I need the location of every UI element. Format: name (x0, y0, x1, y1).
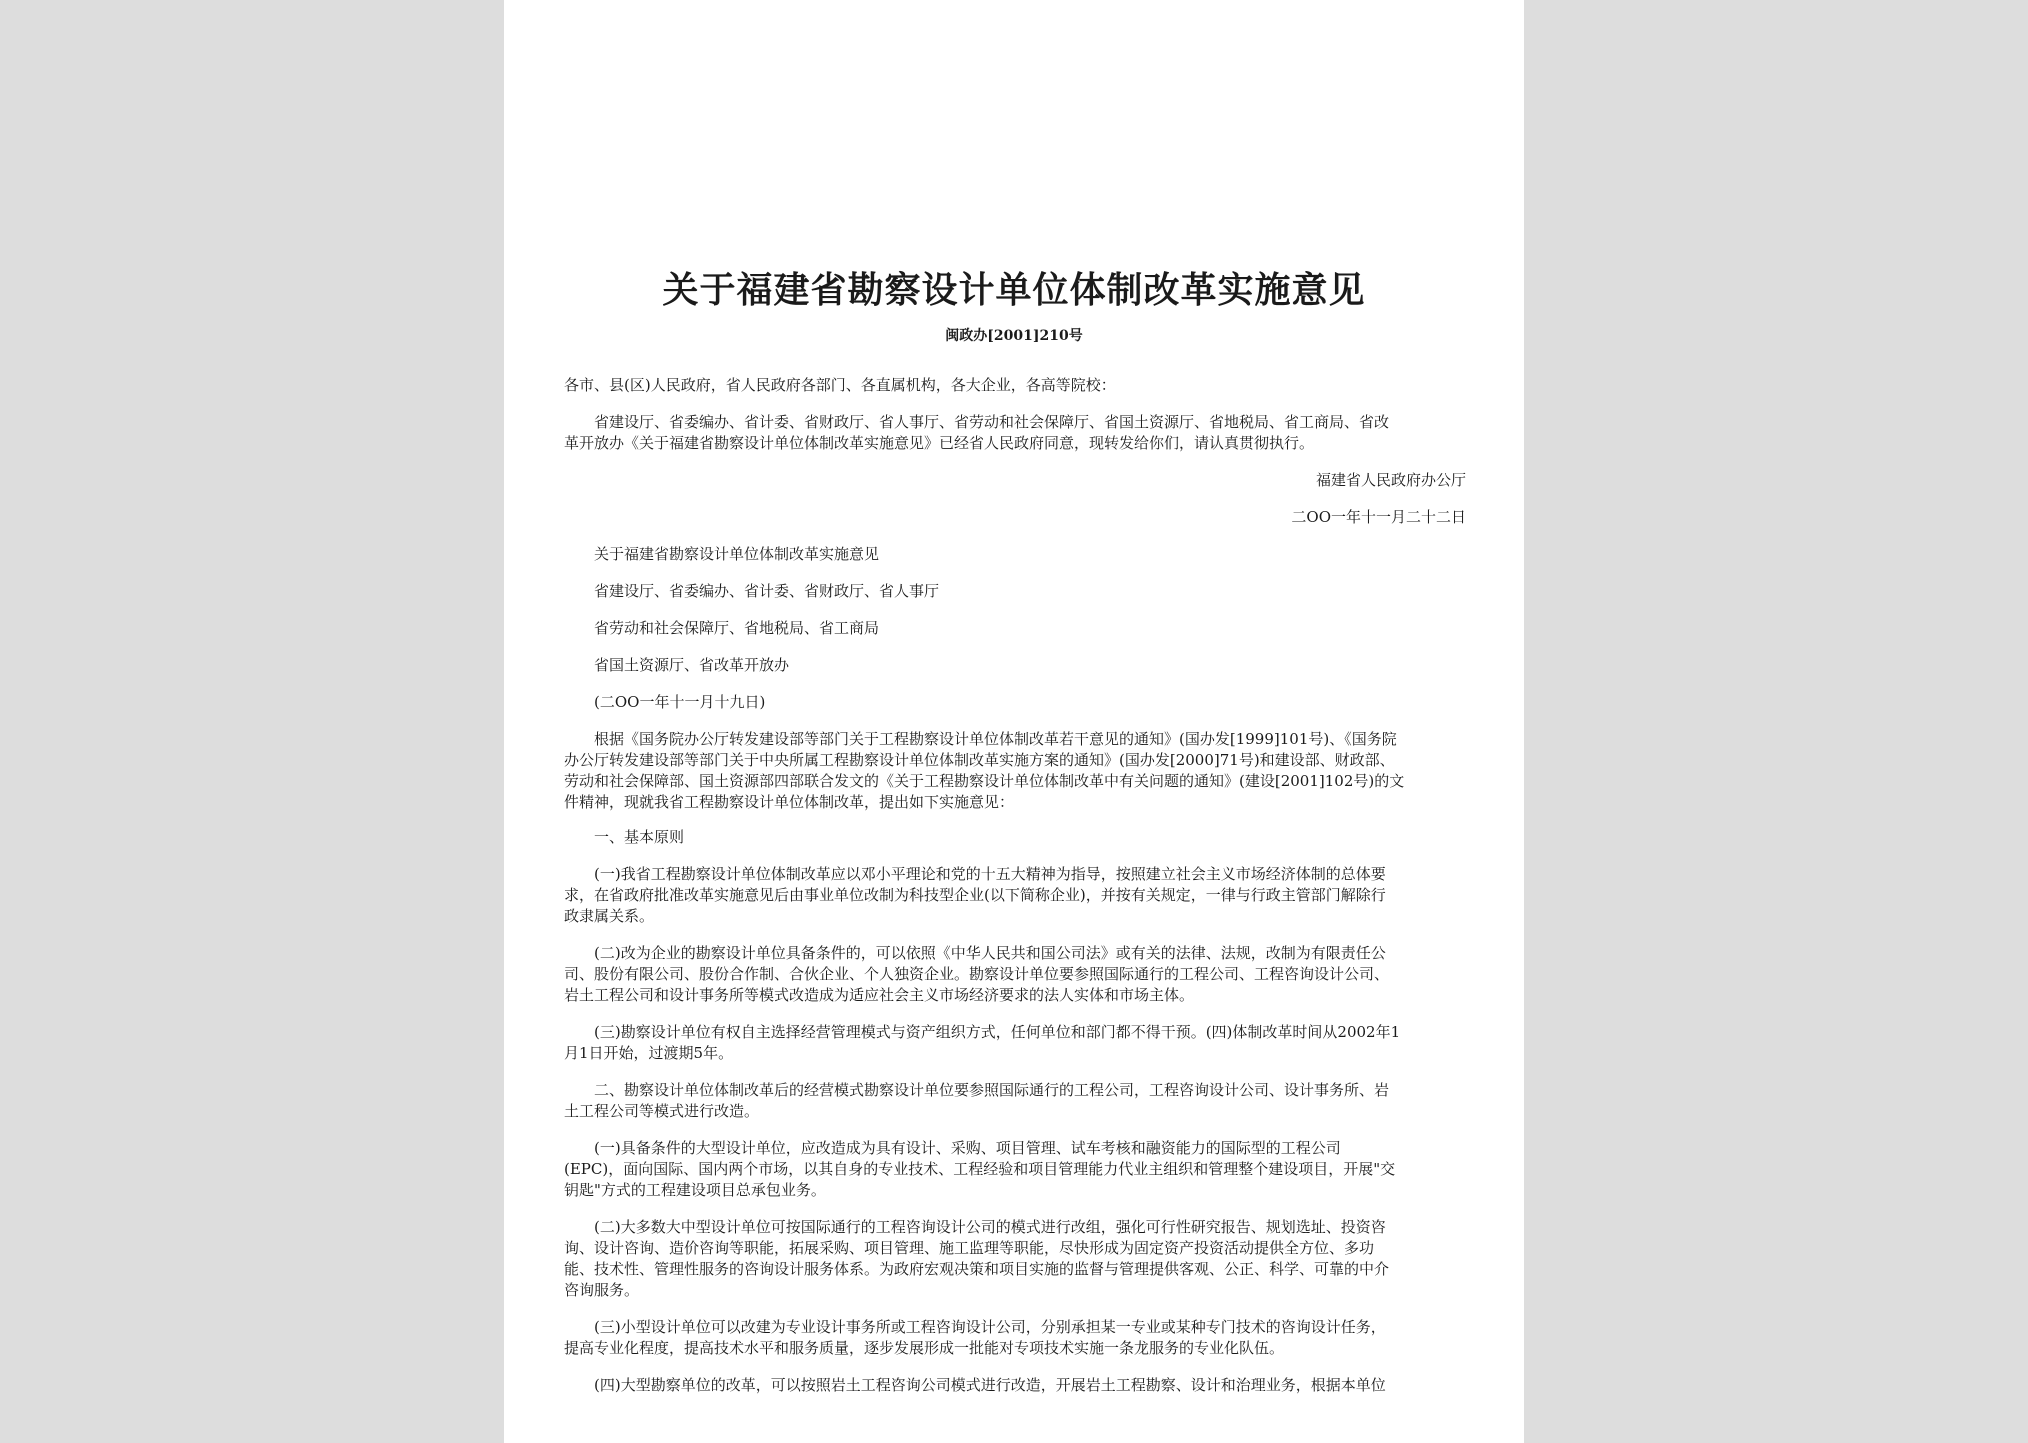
document-number: 闽政办[2001]210号 (945, 328, 1083, 344)
paragraph-line: 钥匙"方式的工程建设项目总承包业务。 (564, 1181, 826, 1199)
draft-date: (二OO一年十一月十九日) (594, 693, 766, 711)
paragraph-line: 能、技术性、管理性服务的咨询设计服务体系。为政府宏观决策和项目实施的监督与管理提供客观、公正、科学、可靠的中介 (564, 1260, 1390, 1278)
paragraph-line: (三)小型设计单位可以改建为专业设计事务所或工程咨询设计公司，分别承担某一专业或某种专门技术的咨询设计任务， (594, 1318, 1386, 1336)
basis-line: 根据《国务院办公厅转发建设部等部门关于工程勘察设计单位体制改革若干意见的通知》(国办发[1999]101号)、《国务院 (594, 730, 1397, 748)
paragraph-line: 月1日开始，过渡期5年。 (564, 1044, 734, 1062)
section-heading: 一、基本原则 (594, 828, 685, 846)
drafter-line: 省国土资源厅、省改革开放办 (594, 656, 790, 674)
drafter-line: 省劳动和社会保障厅、省地税局、省工商局 (594, 619, 880, 637)
paragraph-line: 提高专业化程度，提高技术水平和服务质量，逐步发展形成一批能对专项技术实施一条龙服务的专业化队伍。 (564, 1339, 1285, 1357)
paragraph-line: (三)勘察设计单位有权自主选择经营管理模式与资产组织方式，任何单位和部门都不得干预。(四)体制改革时间从2002年1 (594, 1023, 1401, 1041)
salutation: 各市、县(区)人民政府，省人民政府各部门、各直属机构，各大企业，各高等院校： (564, 376, 1116, 394)
paragraph-line: 政隶属关系。 (564, 907, 655, 925)
attachment-title: 关于福建省勘察设计单位体制改革实施意见 (594, 545, 880, 563)
paragraph-line: (四)大型勘察单位的改革，可以按照岩土工程咨询公司模式进行改造，开展岩土工程勘察、设计和治理业务，根据本单位 (594, 1376, 1386, 1394)
paragraph-line: 司、股份有限公司、股份合作制、合伙企业、个人独资企业。勘察设计单位要参照国际通行的工程公司、工程咨询设计公司、 (564, 965, 1390, 983)
paragraph-line: 咨询服务。 (564, 1281, 640, 1299)
paragraph-line: (二)大多数大中型设计单位可按国际通行的工程咨询设计公司的模式进行改组，强化可行性研究报告、规划选址、投资咨 (594, 1218, 1386, 1236)
document-title: 关于福建省勘察设计单位体制改革实施意见 (662, 269, 1366, 311)
section-heading: 二、勘察设计单位体制改革后的经营模式勘察设计单位要参照国际通行的工程公司，工程咨询设计公司、设计事务所、岩 (594, 1081, 1390, 1099)
intro-line: 省建设厅、省委编办、省计委、省财政厅、省人事厅、省劳动和社会保障厅、省国土资源厅、省地税局、省工商局、省改 (594, 413, 1390, 431)
basis-line: 办公厅转发建设部等部门关于中央所属工程勘察设计单位体制改革实施方案的通知》(国办发[2000]71号)和建设部、财政部、 (564, 751, 1395, 769)
document-page (504, 0, 1524, 1443)
paragraph-line: (二)改为企业的勘察设计单位具备条件的，可以依照《中华人民共和国公司法》或有关的法律、法规，改制为有限责任公 (594, 944, 1386, 962)
paragraph-line: 询、设计咨询、造价咨询等职能，拓展采购、项目管理、施工监理等职能，尽快形成为固定资产投资活动提供全方位、多功 (564, 1239, 1375, 1257)
paragraph-line: (EPC)，面向国际、国内两个市场，以其自身的专业技术、工程经验和项目管理能力代业主组织和管理整个建设项目，开展"交 (564, 1160, 1396, 1178)
signatory: 福建省人民政府办公厅 (1315, 471, 1466, 489)
intro-line: 革开放办《关于福建省勘察设计单位体制改革实施意见》已经省人民政府同意，现转发给你们，请认真贯彻执行。 (564, 434, 1315, 452)
section-heading: 土工程公司等模式进行改造。 (564, 1102, 760, 1120)
sign-date: 二OO一年十一月二十二日 (1291, 508, 1466, 526)
basis-line: 劳动和社会保障部、国土资源部四部联合发文的《关于工程勘察设计单位体制改革中有关问题的通知》(建设[2001]102号)的文 (564, 772, 1405, 790)
paragraph-line: (一)具备条件的大型设计单位，应改造成为具有设计、采购、项目管理、试车考核和融资能力的国际型的工程公司 (594, 1139, 1341, 1157)
paragraph-line: 求，在省政府批准改革实施意见后由事业单位改制为科技型企业(以下简称企业)，并按有关规定，一律与行政主管部门解除行 (564, 886, 1386, 904)
paragraph-line: (一)我省工程勘察设计单位体制改革应以邓小平理论和党的十五大精神为指导，按照建立社会主义市场经济体制的总体要 (594, 865, 1386, 883)
basis-line: 件精神，现就我省工程勘察设计单位体制改革，提出如下实施意见： (564, 793, 1015, 811)
drafter-line: 省建设厅、省委编办、省计委、省财政厅、省人事厅 (594, 582, 940, 600)
paragraph-line: 岩土工程公司和设计事务所等模式改造成为适应社会主义市场经济要求的法人实体和市场主体。 (564, 986, 1195, 1004)
